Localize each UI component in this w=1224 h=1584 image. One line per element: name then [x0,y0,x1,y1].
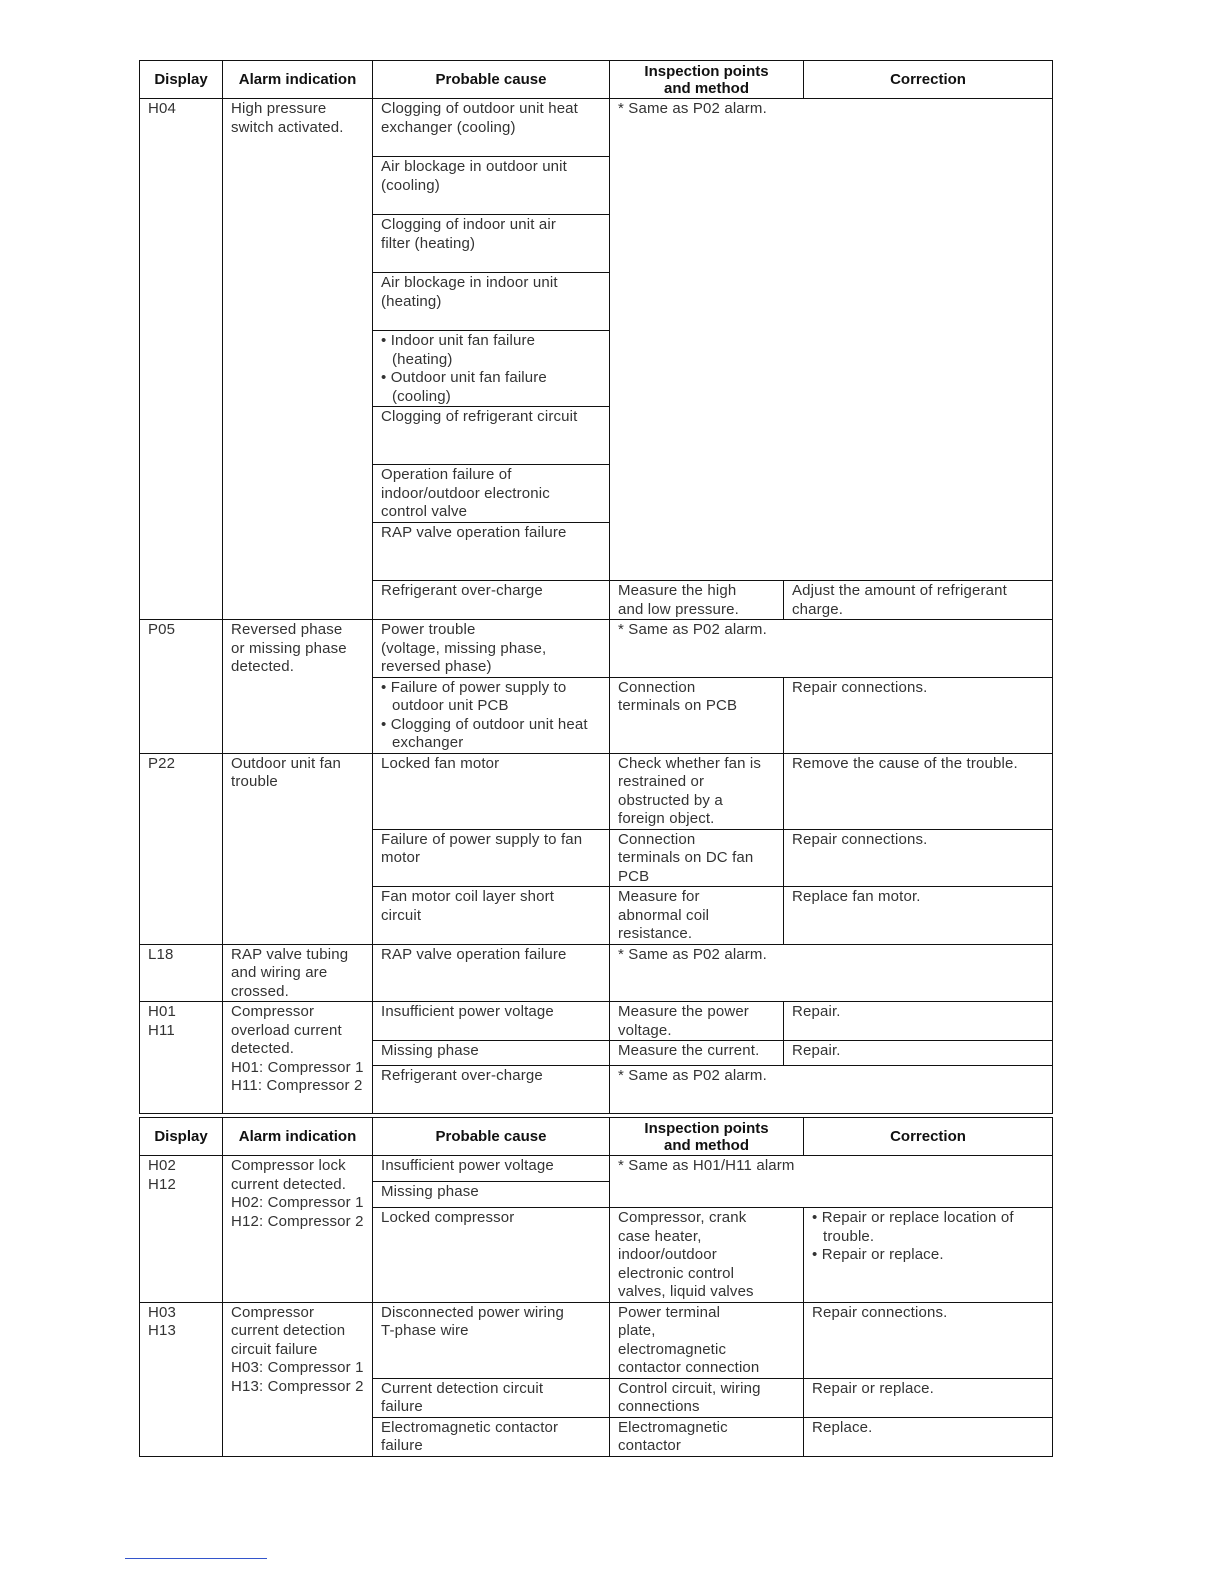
bullet-item: • Repair or replace. [812,1246,944,1263]
inspection-note: * Same as P02 alarm. [610,944,1053,1002]
bullet-item-cont: exchanger [392,734,464,751]
probable-cause: Disconnected power wiring T-phase wire [373,1302,610,1378]
probable-cause: Air blockage in indoor unit (heating) [373,273,610,331]
bullet-item: • Failure of power supply to [381,678,567,696]
table-row [140,1156,1053,1182]
probable-cause: Clogging of outdoor unit heat exchanger (cooling) [373,99,610,157]
bullet-item: • Indoor unit fan failure [381,332,536,349]
probable-cause: Failure of power supply to fan motor [373,829,610,887]
probable-cause: Clogging of indoor unit air filter (heating) [373,215,610,273]
alarm-indication-p05: Reversed phase or missing phase detected. [223,620,373,754]
table-row [140,1002,1053,1041]
probable-cause: Missing phase [373,1182,610,1208]
bullet-item-cont: (heating) [392,350,453,368]
display-code-p22: P22 [140,753,223,944]
correction: Replace. [804,1417,1053,1456]
probable-cause: Operation failure of indoor/outdoor electronic control valve [373,465,610,523]
inspection-method: Connection terminals on PCB [610,677,784,753]
alarm-indication-h04: High pressure switch activated. [223,99,373,620]
header-correction: Correction [804,1118,1053,1156]
correction: Repair connections. [784,829,1053,887]
probable-cause: RAP valve operation failure [373,523,610,581]
correction-bullets [804,1208,1053,1303]
correction: Repair or replace. [804,1378,1053,1417]
inspection-note: * Same as H01/H11 alarm [610,1156,1053,1208]
inspection-note: * Same as P02 alarm. [610,1066,1053,1114]
correction: Repair. [784,1041,1053,1066]
inspection-note: * Same as P02 alarm. [610,99,1053,581]
correction: Remove the cause of the trouble. [784,753,1053,829]
probable-cause: Electromagnetic contactor failure [373,1417,610,1456]
alarm-indication-h03-h13: Compressor current detection circuit failure H03: Compressor 1 H13: Compressor 2 [223,1302,373,1456]
table-row [140,753,1053,829]
inspection-method: Compressor, crank case heater, indoor/outdoor electronic control valves, liquid valves [610,1208,804,1303]
probable-cause: Insufficient power voltage [373,1156,610,1182]
probable-cause: Clogging of refrigerant circuit [373,407,610,465]
inspection-method: Measure the power voltage. [610,1002,784,1041]
table-header-row [140,61,1053,99]
bullet-item-cont: outdoor unit PCB [392,697,509,714]
header-inspection-points: Inspection points and method [610,1118,804,1156]
alarm-indication-l18: RAP valve tubing and wiring are crossed. [223,944,373,1002]
header-display: Display [140,1118,223,1156]
inspection-note: * Same as P02 alarm. [610,620,1053,678]
display-code-h01-h11: H01 H11 [140,1002,223,1114]
inspection-method: Control circuit, wiring connections [610,1378,804,1417]
table-row [140,99,1053,157]
correction: Replace fan motor. [784,887,1053,945]
display-code-p05: P05 [140,620,223,754]
probable-cause: Current detection circuit failure [373,1378,610,1417]
bullet-item: • Clogging of outdoor unit heat [381,715,588,733]
probable-cause-bullets [373,677,610,753]
alarm-table-2 [139,1117,1053,1457]
probable-cause: Missing phase [373,1041,610,1066]
inspection-method: Check whether fan is restrained or obstructed by a foreign object. [610,753,784,829]
inspection-method: Power terminal plate, electromagnetic contactor connection [610,1302,804,1378]
probable-cause: Locked fan motor [373,753,610,829]
header-probable-cause: Probable cause [373,1118,610,1156]
table-row [140,620,1053,678]
correction: Repair connections. [804,1302,1053,1378]
inspection-method: Measure the current. [610,1041,784,1066]
footer-rule [125,1558,267,1559]
table-header-row [140,1118,1053,1156]
table-row [140,1302,1053,1378]
alarm-indication-h02-h12: Compressor lock current detected. H02: Compressor 1 H12: Compressor 2 [223,1156,373,1303]
inspection-method: Electromagnetic contactor [610,1417,804,1456]
header-probable-cause: Probable cause [373,61,610,99]
probable-cause-bullets [373,331,610,407]
bullet-item-cont: trouble. [823,1227,875,1245]
bullet-item: • Repair or replace location of [812,1209,1014,1226]
correction: Adjust the amount of refrigerant charge. [784,581,1053,620]
probable-cause: RAP valve operation failure [373,944,610,1002]
inspection-method: Connection terminals on DC fan PCB [610,829,784,887]
display-code-h02-h12: H02 H12 [140,1156,223,1303]
table-row [140,944,1053,1002]
inspection-method: Measure the high and low pressure. [610,581,784,620]
header-alarm-indication: Alarm indication [223,1118,373,1156]
header-correction: Correction [804,61,1053,99]
probable-cause: Refrigerant over-charge [373,581,610,620]
probable-cause: Insufficient power voltage [373,1002,610,1041]
correction: Repair connections. [784,677,1053,753]
inspection-method: Measure for abnormal coil resistance. [610,887,784,945]
alarm-indication-p22: Outdoor unit fan trouble [223,753,373,944]
probable-cause: Fan motor coil layer short circuit [373,887,610,945]
header-inspection-points: Inspection points and method [610,61,804,99]
probable-cause: Power trouble (voltage, missing phase, reversed phase) [373,620,610,678]
display-code-h03-h13: H03 H13 [140,1302,223,1456]
probable-cause: Refrigerant over-charge [373,1066,610,1114]
probable-cause: Locked compressor [373,1208,610,1303]
header-display: Display [140,61,223,99]
display-code-h04: H04 [140,99,223,620]
alarm-indication-h01-h11: Compressor overload current detected. H01: Compressor 1 H11: Compressor 2 [223,1002,373,1114]
correction: Repair. [784,1002,1053,1041]
probable-cause: Air blockage in outdoor unit (cooling) [373,157,610,215]
bullet-item-cont: (cooling) [392,387,451,405]
header-alarm-indication: Alarm indication [223,61,373,99]
display-code-l18: L18 [140,944,223,1002]
alarm-table-1 [139,60,1053,1114]
bullet-item: • Outdoor unit fan failure [381,369,547,386]
